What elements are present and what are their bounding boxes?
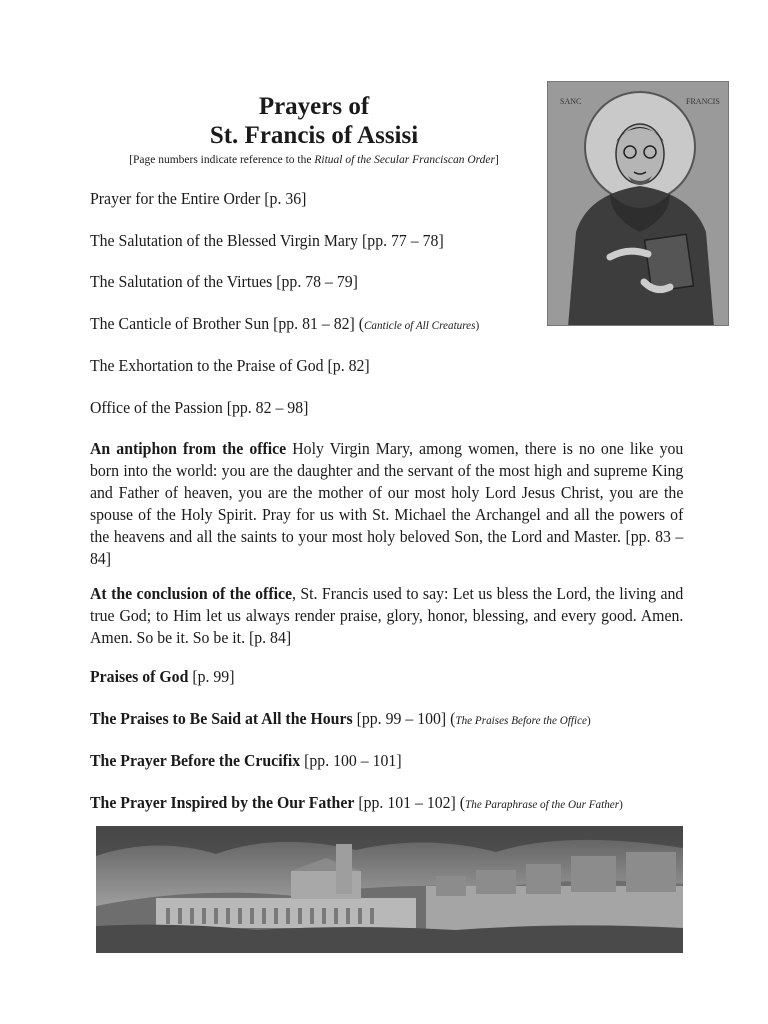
icon-label-left: SANC [560,97,582,106]
prayer-salutation-virtues: The Salutation of the Virtues [pp. 78 – 79] [90,272,358,291]
conclusion-paragraph: At the conclusion of the office, St. Francis used to say: Let us bless the Lord, the living and true God; to Him let us always render praise, glory, honor, blessing, and every good. Amen. Amen. So be it. So be it. [p. 84] [90,584,684,647]
canticle-note: Canticle of All Creatures [363,318,476,332]
saint-francis-icon-image [547,81,729,326]
page-title-line-2: St. Francis of Assisi [209,122,419,149]
prayer-canticle-brother-sun: The Canticle of Brother Sun [pp. 81 – 82] (Canticle of All Creatures) [90,314,480,333]
page-title-line-1: Prayers of [258,93,370,120]
praises-all-hours: The Praises to Be Said at All the Hours [pp. 99 – 100] (The Praises Before the Office) [90,709,591,728]
praises-of-god: Praises of God [p. 99] [90,667,235,686]
prayer-before-crucifix: The Prayer Before the Crucifix [pp. 100 – 101] [90,751,402,770]
prayer-entire-order: Prayer for the Entire Order [p. 36] [90,189,307,208]
assisi-panorama-image [96,826,683,953]
prayer-office-passion: Office of the Passion [pp. 82 – 98] [90,398,309,417]
prayer-salutation-virgin-mary: The Salutation of the Blessed Virgin Mary [pp. 77 – 78] [90,231,444,250]
antiphon-heading: An antiphon from the office [90,439,287,458]
antiphon-paragraph: An antiphon from the office Holy Virgin Mary, among women, there is no one like you born into the world: you are the daughter and the servant of the most high and supreme King and Father of heaven, you are the mother of our most holy Lord Jesus Christ, you are the spouse of the Holy Spirit. Pray for us with St. Michael the Archangel and all the powers of the heavens and all the saints to your most holy beloved Son, the Lord and Master. [pp. 83 – 84] [90,439,684,568]
prayer-exhortation: The Exhortation to the Praise of God [p. 82] [90,356,370,375]
page-subtitle: [Page numbers indicate reference to the Ritual of the Secular Franciscan Order] [129,154,499,166]
icon-label-right: FRANCIS [686,97,720,106]
prayer-our-father: The Prayer Inspired by the Our Father [pp. 101 – 102] (The Paraphrase of the Our Father) [90,793,623,812]
conclusion-heading: At the conclusion of the office [90,584,293,603]
